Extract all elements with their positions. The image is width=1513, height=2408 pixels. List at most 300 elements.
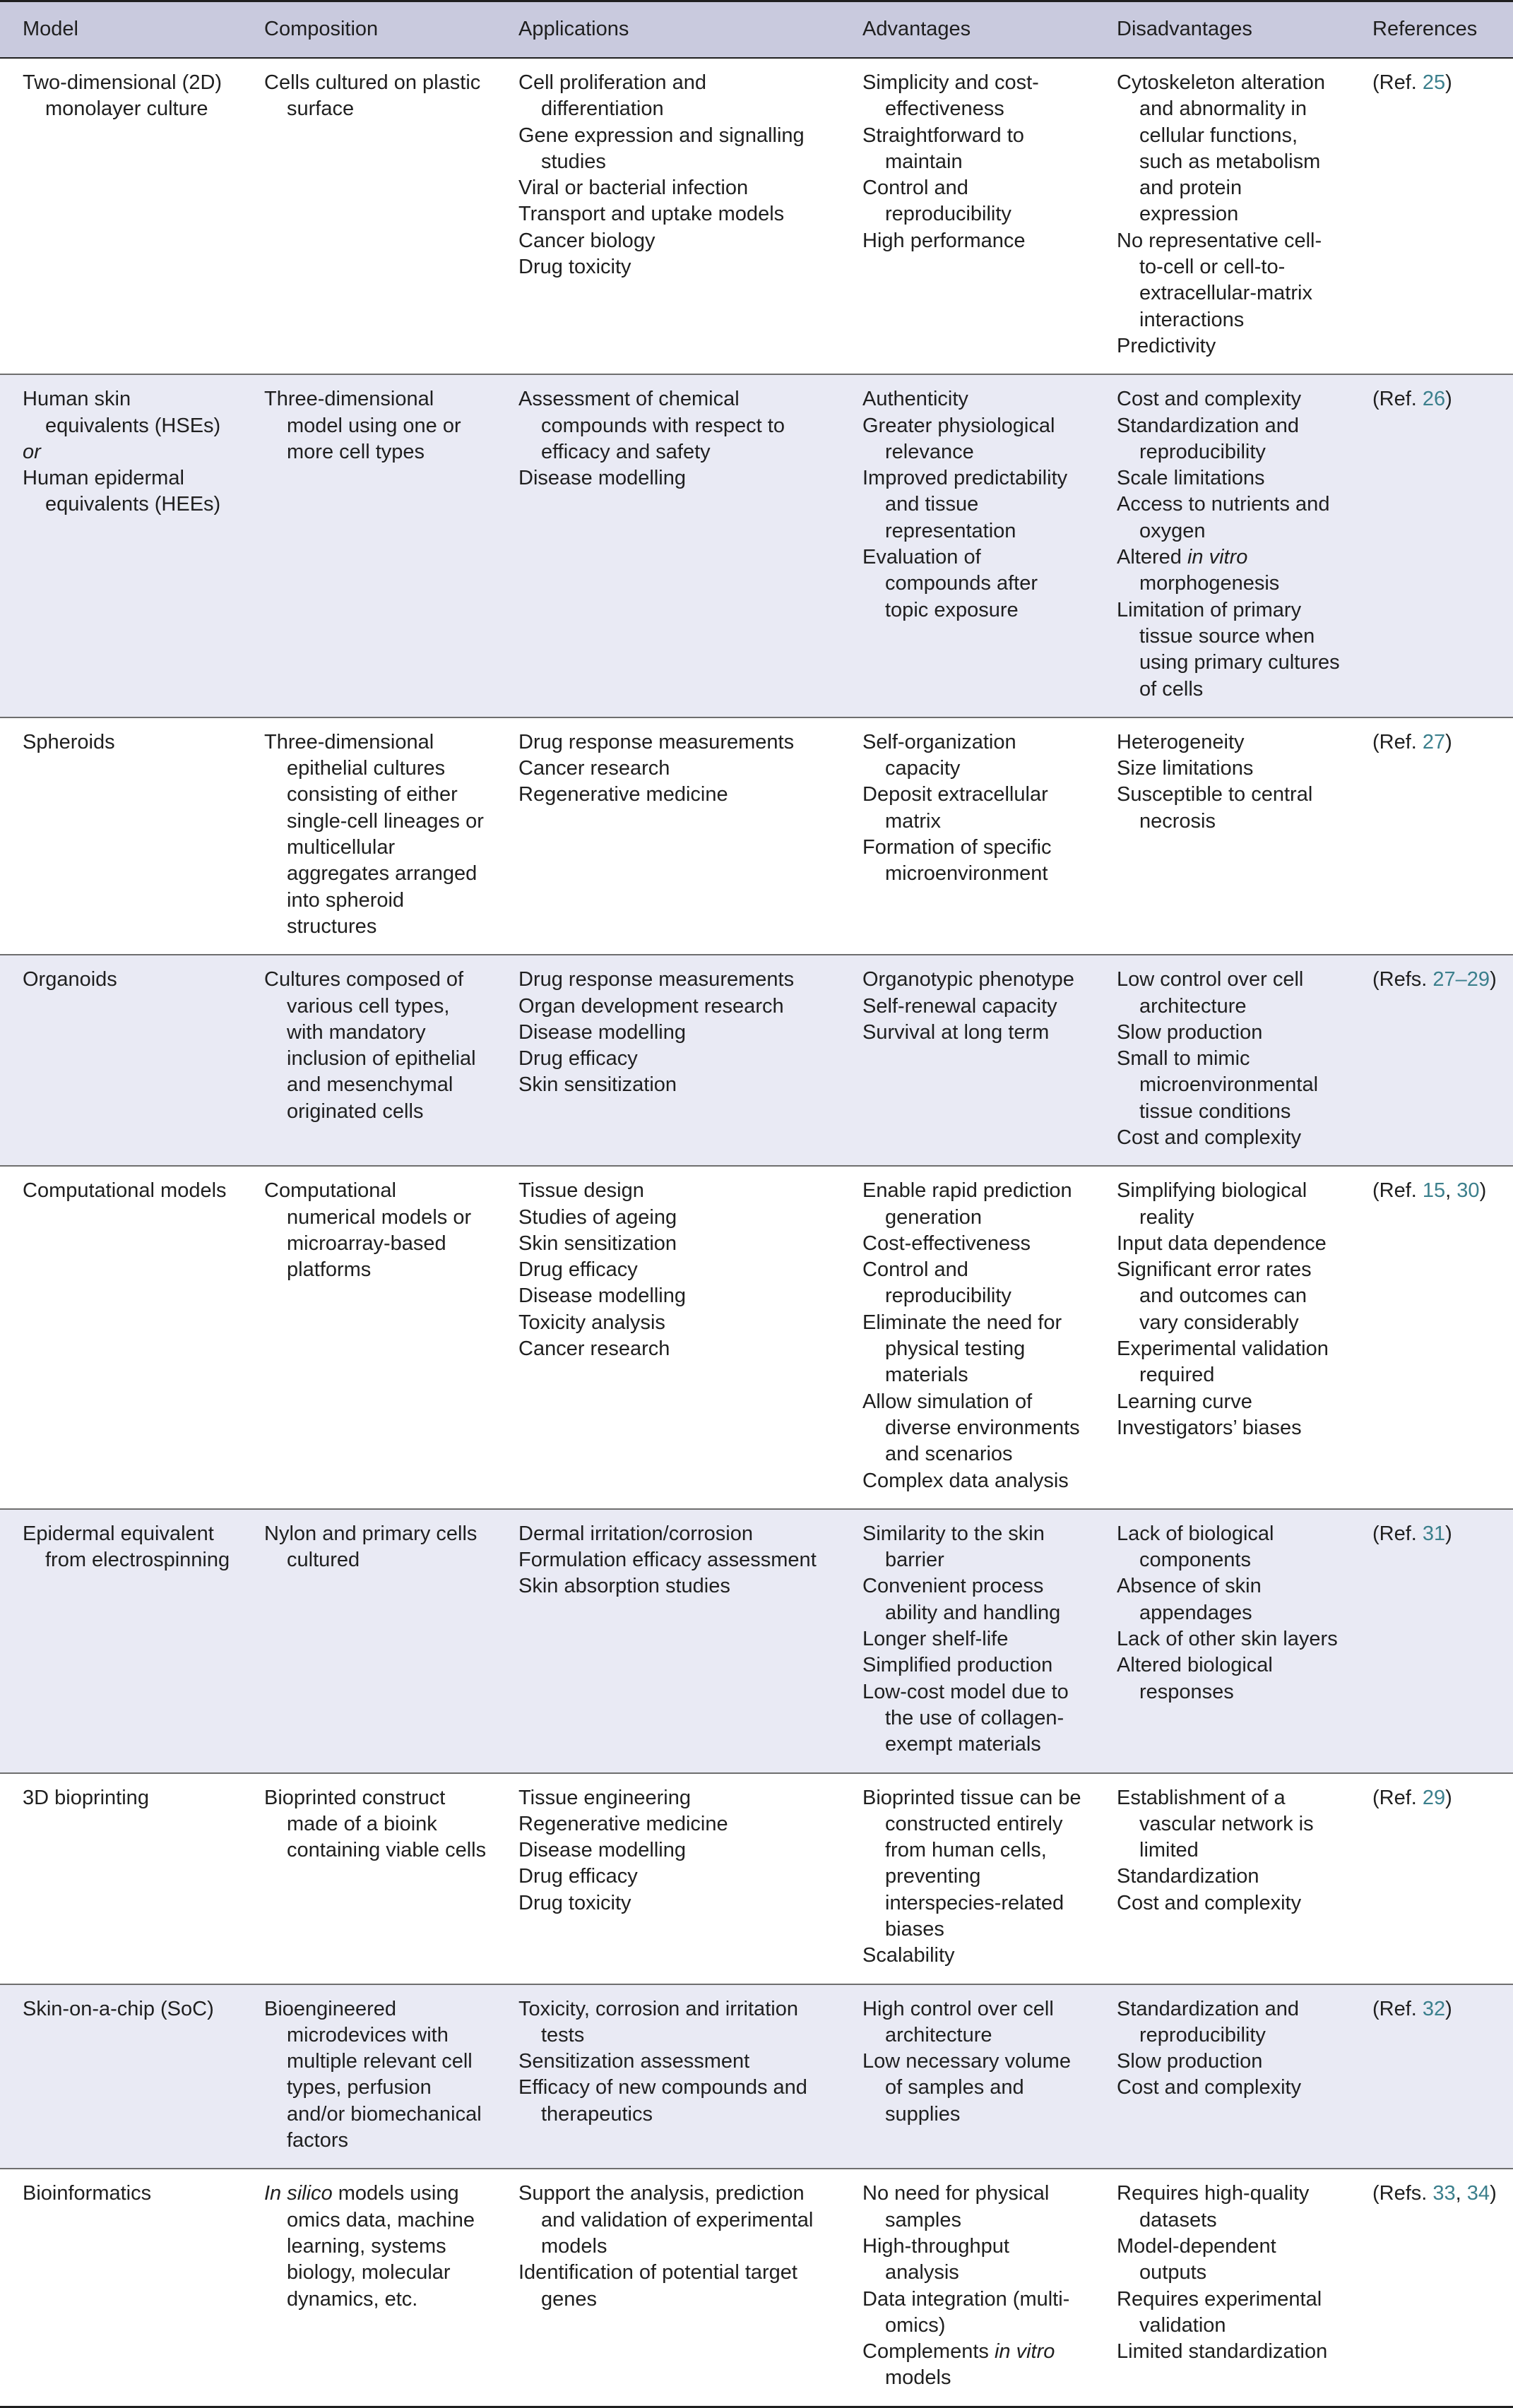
disadvantages-item [1117,782,1341,835]
cell-composition [242,374,496,717]
disadvantages-item [1117,491,1341,544]
references-item [1372,1785,1505,1811]
cell-text: Assessment of chemical compounds with respect to efficacy and safety [518,388,785,463]
disadvantages-item [1117,1231,1341,1257]
disadvantages-item [1117,1573,1341,1626]
cell-disadvantages [1094,374,1350,717]
cell-references [1350,1773,1513,1984]
advantages-item [862,386,1086,412]
reference-link[interactable]: 27 [1422,730,1446,753]
advantages-item [862,2234,1086,2287]
applications-item [518,254,831,280]
applications-item [518,756,831,782]
cell-applications [496,2169,840,2407]
cell-text: ) [1445,1997,1452,2020]
cell-text: Bioprinted construct made of a bioink containing viable cells [264,1786,487,1862]
cell-composition [242,1509,496,1773]
reference-link[interactable]: 33 [1432,2182,1456,2205]
cell-text: Viral or bacterial infection [518,177,749,200]
cell-text: Deposit extracellular matrix [862,783,1048,833]
disadvantages-item [1117,1336,1341,1389]
reference-link[interactable]: 32 [1422,1997,1446,2020]
cell-model [0,374,242,717]
cell-advantages [840,374,1094,717]
cell-text: Regenerative medicine [518,783,728,806]
cell-text: Drug toxicity [518,256,631,279]
applications-item [518,123,831,176]
cell-text: Formation of specific microenvironment [862,836,1052,886]
cell-references [1350,2169,1513,2407]
applications-item [518,2181,831,2260]
references-item [1372,70,1505,96]
cell-text: Bioprinted tissue can be constructed entirely from human cells, preventing interspecies-related biases [862,1786,1081,1941]
disadvantages-item [1117,2287,1341,2340]
references-item [1372,1521,1505,1547]
cell-text: Longer shelf-life [862,1628,1009,1651]
table-row [0,58,1513,374]
model-item [23,1996,233,2022]
cell-text: Control and reproducibility [862,177,1011,226]
disadvantages-item [1117,1521,1341,1574]
table-row [0,955,1513,1166]
cell-disadvantages [1094,955,1350,1166]
disadvantages-item [1117,1257,1341,1336]
cell-text: Predictivity [1117,334,1216,357]
cell-text: Bioengineered microdevices with multiple relevant cell types, perfusion and/or biomechanical factors [264,1997,482,2152]
disadvantages-item [1117,756,1341,782]
cell-text: High-throughput analysis [862,2234,1009,2284]
cell-text: (Refs. [1372,968,1433,991]
cell-text: Toxicity, corrosion and irritation tests [518,1997,798,2046]
cell-text: Learning curve [1117,1390,1252,1413]
advantages-item [862,782,1086,835]
disadvantages-item [1117,1996,1341,2049]
italic-text: in vitro [994,2340,1055,2364]
reference-link[interactable]: 26 [1422,388,1446,411]
disadvantages-item [1117,1125,1341,1151]
applications-item [518,70,831,123]
cell-text: Absence of skin appendages [1117,1575,1262,1624]
reference-link[interactable]: 29 [1422,1786,1446,1809]
cell-advantages [840,58,1094,374]
cell-disadvantages [1094,1773,1350,1984]
cell-disadvantages [1094,717,1350,955]
references-item [1372,386,1505,412]
cell-text: Significant error rates and outcomes can vary considerably [1117,1258,1312,1334]
cell-text: Cancer research [518,757,670,780]
cell-references [1350,955,1513,1166]
cell-text: Scale limitations [1117,467,1265,490]
cell-advantages [840,1984,1094,2169]
cell-text: Computational models [23,1179,227,1203]
applications-item [518,1996,831,2049]
cell-composition [242,2169,496,2407]
cell-text: Studies of ageing [518,1205,677,1229]
table-row [0,374,1513,717]
composition-item [264,2181,487,2312]
cell-text: Low-cost model due to the use of collagen-exempt materials [862,1680,1069,1756]
cell-text: (Ref. [1372,1522,1423,1545]
cell-text: Drug efficacy [518,1258,638,1282]
disadvantages-item [1117,386,1341,412]
italic-text: In silico [264,2182,333,2205]
cell-text: Regenerative medicine [518,1812,728,1835]
reference-link[interactable]: 30 [1456,1179,1480,1203]
table-row [0,1773,1513,1984]
cell-text: Three-dimensional model using one or more cell types [264,388,461,463]
cell-text: ) [1445,1786,1452,1809]
advantages-item [862,175,1086,228]
cell-text: Lack of other skin layers [1117,1628,1338,1651]
cell-text: Toxicity analysis [518,1311,665,1334]
applications-item [518,228,831,254]
header-composition: Composition [242,1,496,59]
cell-text: Establishment of a vascular network is limited [1117,1786,1314,1862]
cell-applications [496,374,840,717]
cell-text: ) [1479,1179,1487,1203]
cell-references [1350,58,1513,374]
applications-item [518,1257,831,1283]
cell-references [1350,1509,1513,1773]
reference-link[interactable]: 34 [1466,2182,1490,2205]
cell-text: Cost-effectiveness [862,1232,1031,1255]
disadvantages-item [1117,1890,1341,1917]
applications-item [518,1785,831,1811]
cell-text: Low necessary volume of samples and supplies [862,2050,1071,2126]
advantages-item [862,2049,1086,2128]
advantages-item [862,2339,1086,2392]
header-row [0,1,1513,59]
applications-item [518,201,831,227]
cell-model [0,58,242,374]
advantages-item [862,1020,1086,1046]
advantages-item [862,994,1086,1020]
cell-text: Disease modelling [518,1839,686,1862]
disadvantages-item [1117,1389,1341,1415]
cell-text: Requires experimental validation [1117,2287,1322,2337]
cell-text: Altered [1117,546,1187,569]
cell-applications [496,1984,840,2169]
cell-text: Convenient process ability and handling [862,1575,1061,1624]
applications-item [518,2260,831,2313]
advantages-item [862,1231,1086,1257]
cell-text: Three-dimensional epithelial cultures consisting of either single-cell lineages or multicellular aggregates arranged into spheroid structures [264,730,484,938]
advantages-item [862,1626,1086,1652]
applications-item [518,2049,831,2075]
composition-item [264,1521,487,1574]
cell-text: Organ development research [518,994,784,1018]
cell-text: Lack of biological components [1117,1522,1274,1572]
cell-composition [242,1984,496,2169]
cell-text: Investigators’ biases [1117,1416,1302,1439]
disadvantages-item [1117,729,1341,756]
advantages-item [862,1785,1086,1943]
table-body [0,58,1513,2407]
cell-text: Evaluation of compounds after topic exposure [862,546,1038,621]
cell-text: Greater physiological relevance [862,414,1055,463]
table-row [0,717,1513,955]
advantages-item [862,70,1086,123]
cell-model [0,2169,242,2407]
cell-model [0,1773,242,1984]
cell-references [1350,717,1513,955]
cell-text: Authenticity [862,388,968,411]
cell-model [0,1984,242,2169]
disadvantages-item [1117,413,1341,466]
advantages-item [862,1652,1086,1679]
cell-model [0,1509,242,1773]
cell-text: Similarity to the skin barrier [862,1522,1045,1572]
references-item [1372,1996,1505,2022]
cell-text: Computational numerical models or microarray-based platforms [264,1179,472,1282]
cell-text: Sensitization assessment [518,2050,750,2073]
cell-text: Altered biological responses [1117,1654,1273,1703]
cell-text: Spheroids [23,730,115,753]
model-item [23,70,233,123]
italic-text: or [23,440,41,463]
applications-item [518,1336,831,1362]
cell-text: ) [1490,968,1497,991]
model-item [23,386,233,439]
cell-text: Complements [862,2340,995,2364]
applications-item [518,782,831,808]
cell-text: Simplified production [862,1654,1053,1677]
cell-model [0,717,242,955]
cell-applications [496,1773,840,1984]
cell-text: Skin absorption studies [518,1575,730,1598]
cell-text: ) [1445,1522,1452,1545]
disadvantages-item [1117,1864,1341,1890]
model-item [23,465,233,518]
composition-item [264,967,487,1125]
applications-item [518,994,831,1020]
cell-text: Cell proliferation and differentiation [518,71,706,121]
disadvantages-item [1117,1785,1341,1864]
advantages-item [862,228,1086,254]
applications-item [518,2075,831,2128]
cell-text: ) [1490,2182,1497,2205]
cell-text: ) [1445,730,1452,753]
cell-text: Drug toxicity [518,1891,631,1914]
cell-composition [242,1166,496,1509]
references-item [1372,967,1505,993]
cell-text: Input data dependence [1117,1232,1327,1255]
cell-text: Susceptible to central necrosis [1117,783,1313,833]
header-model: Model [0,1,242,59]
applications-item [518,1020,831,1046]
cell-text: Transport and uptake models [518,203,785,226]
cell-text: Model-dependent outputs [1117,2234,1276,2284]
advantages-item [862,2181,1086,2234]
reference-link[interactable]: 25 [1422,71,1446,94]
cell-text: Disease modelling [518,467,686,490]
table-row [0,1984,1513,2169]
cell-text: High performance [862,229,1026,252]
cell-text: Drug efficacy [518,1047,638,1071]
applications-item [518,1573,831,1599]
cell-text: Enable rapid prediction generation [862,1179,1072,1229]
cell-text: (Ref. [1372,1179,1423,1203]
advantages-item [862,1943,1086,1969]
cell-text: Human skin equivalents (HSEs) [23,388,221,437]
disadvantages-item [1117,1046,1341,1125]
cell-advantages [840,717,1094,955]
applications-item [518,1811,831,1837]
applications-item [518,1547,831,1573]
cell-text: Cancer research [518,1337,670,1361]
disadvantages-item [1117,228,1341,333]
cell-model [0,955,242,1166]
cell-text: , [1455,2182,1467,2205]
cell-text: morphogenesis [1139,572,1280,595]
reference-link[interactable]: 27–29 [1432,968,1490,991]
cell-text: Standardization and reproducibility [1117,1997,1299,2046]
applications-item [518,465,831,491]
model-item [23,967,233,993]
cell-text: Cancer biology [518,229,655,252]
advantages-item [862,2287,1086,2340]
cell-disadvantages [1094,58,1350,374]
disadvantages-item [1117,967,1341,1020]
cell-text: No need for physical samples [862,2182,1050,2231]
cell-applications [496,955,840,1166]
cell-text: Standardization [1117,1865,1259,1888]
model-item [23,1785,233,1811]
advantages-item [862,1178,1086,1231]
cell-disadvantages [1094,2169,1350,2407]
cell-advantages [840,955,1094,1166]
advantages-item [862,1310,1086,1389]
disadvantages-item [1117,1626,1341,1652]
applications-item [518,1046,831,1072]
cell-text: Organotypic phenotype [862,968,1074,991]
cell-applications [496,1509,840,1773]
cell-text: Limited standardization [1117,2340,1328,2364]
cell-text: (Ref. [1372,1786,1423,1809]
cell-text: models [885,2366,951,2390]
disadvantages-item [1117,1652,1341,1705]
disadvantages-item [1117,597,1341,703]
cell-text: Limitation of primary tissue source when using primary cultures of cells [1117,598,1340,701]
applications-item [518,386,831,465]
cell-text: Skin sensitization [518,1232,677,1255]
italic-text: in vitro [1187,546,1248,569]
cell-text: Support the analysis, prediction and validation of experimental models [518,2182,814,2258]
table-header [0,1,1513,59]
applications-item [518,1310,831,1336]
cell-text: Complex data analysis [862,1469,1069,1492]
cell-composition [242,1773,496,1984]
advantages-item [862,1996,1086,2049]
cell-text: (Ref. [1372,71,1423,94]
cell-text: Cost and complexity [1117,1891,1302,1914]
cell-text: Bioinformatics [23,2182,152,2205]
disadvantages-item [1117,1178,1341,1231]
cell-text: Size limitations [1117,757,1254,780]
cell-text: Skin sensitization [518,1073,677,1097]
advantages-item [862,1257,1086,1310]
cell-references [1350,1984,1513,2169]
composition-item [264,729,487,940]
cell-text: (Refs. [1372,2182,1433,2205]
advantages-item [862,1573,1086,1626]
cell-text: Formulation efficacy assessment [518,1549,817,1572]
model-item [23,1521,233,1574]
applications-item [518,967,831,993]
cell-text: (Ref. [1372,388,1423,411]
advantages-item [862,835,1086,888]
cell-applications [496,1166,840,1509]
cell-text: Cells cultured on plastic surface [264,71,481,121]
cell-composition [242,955,496,1166]
advantages-item [862,1389,1086,1468]
cell-text: Efficacy of new compounds and therapeutics [518,2076,807,2126]
references-item [1372,1178,1505,1204]
cell-text: Tissue design [518,1179,644,1203]
cell-text: Skin-on-a-chip (SoC) [23,1997,214,2020]
cell-text: No representative cell-to-cell or cell-to-extracellular-matrix interactions [1117,229,1322,331]
reference-link[interactable]: 15 [1422,1179,1446,1203]
cell-disadvantages [1094,1984,1350,2169]
cell-text: 3D bioprinting [23,1786,149,1809]
cell-text: Cost and complexity [1117,1126,1302,1149]
cell-references [1350,374,1513,717]
cell-text: Scalability [862,1944,955,1967]
advantages-item [862,465,1086,544]
disadvantages-item [1117,70,1341,228]
disadvantages-item [1117,1415,1341,1441]
header-applications: Applications [496,1,840,59]
applications-item [518,175,831,201]
table-row [0,1166,1513,1509]
cell-text: , [1445,1179,1457,1203]
cell-text: Standardization and reproducibility [1117,414,1299,463]
disadvantages-item [1117,2075,1341,2101]
cell-applications [496,717,840,955]
applications-item [518,729,831,756]
cell-text: Nylon and primary cells cultured [264,1522,477,1572]
disadvantages-item [1117,2234,1341,2287]
cell-text: Self-organization capacity [862,730,1016,780]
cell-text: Organoids [23,968,117,991]
references-item [1372,2181,1505,2207]
cell-text: High control over cell architecture [862,1997,1054,2046]
reference-link[interactable]: 31 [1422,1522,1446,1545]
cell-text: Straightforward to maintain [862,124,1024,173]
applications-item [518,1864,831,1890]
disadvantages-item [1117,1020,1341,1046]
header-references: References [1350,1,1513,59]
advantages-item [862,729,1086,782]
applications-item [518,1072,831,1098]
cell-text: Human epidermal equivalents (HEEs) [23,467,221,516]
applications-item [518,1205,831,1231]
references-item [1372,729,1505,756]
advantages-item [862,1468,1086,1494]
cell-text: (Ref. [1372,730,1423,753]
advantages-item [862,1521,1086,1574]
cell-text: Slow production [1117,1020,1263,1044]
applications-item [518,1283,831,1309]
cell-text: Simplifying biological reality [1117,1179,1307,1229]
advantages-item [862,1679,1086,1758]
advantages-item [862,413,1086,466]
disadvantages-item [1117,2049,1341,2075]
table-row [0,2169,1513,2407]
cell-text: ) [1445,388,1452,411]
disadvantages-item [1117,2181,1341,2234]
cell-text: Cost and complexity [1117,2076,1302,2099]
